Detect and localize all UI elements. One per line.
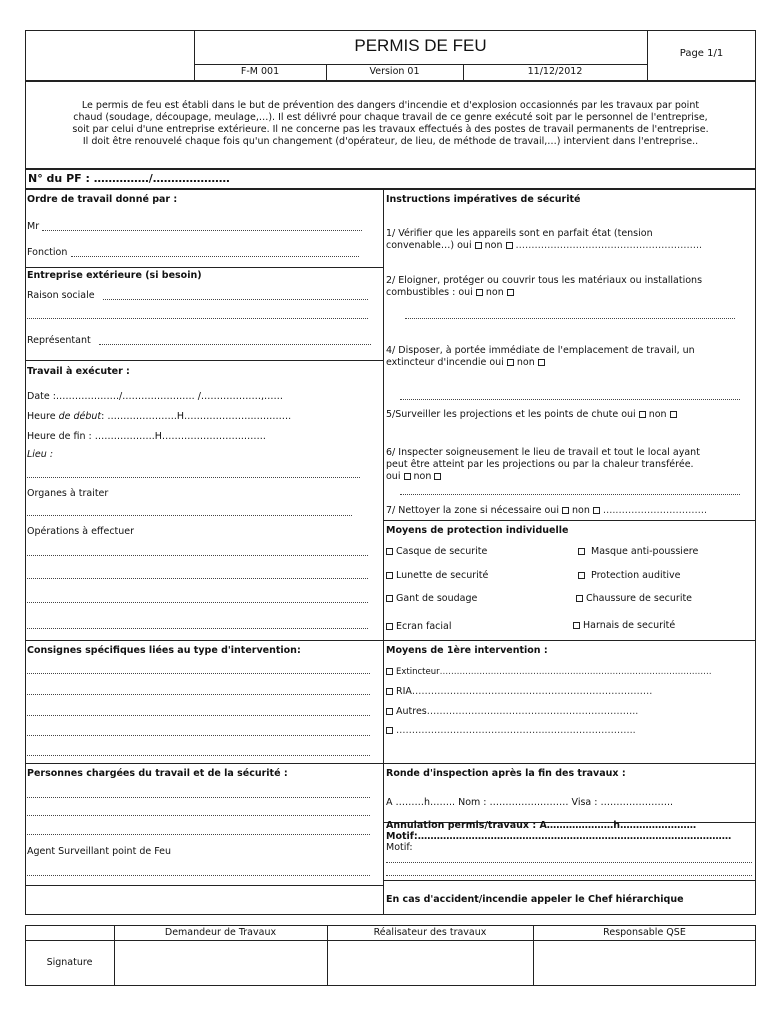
agent-label: Agent Surveillant point de Feu bbox=[27, 846, 172, 857]
instruction-6b: peut être atteint par les projections ou par la chaleur transférée. bbox=[386, 459, 694, 470]
intro-line-1: Le permis de feu est établi dans le but de prévention des dangers d'incendie et d'explosion occasionnés par les travaux par point bbox=[81, 100, 700, 111]
lieu-field[interactable] bbox=[27, 477, 360, 478]
checkbox-1-non[interactable] bbox=[506, 242, 513, 249]
epi-gant[interactable]: Gant de soudage bbox=[386, 593, 477, 605]
instruction-2a: 2/ Eloigner, protéger ou couvrir tous les matériaux ou installations bbox=[386, 275, 703, 286]
operations-label: Opérations à effectuer bbox=[27, 526, 135, 537]
epi-casque[interactable]: Casque de securite bbox=[386, 546, 487, 558]
motif-line-1[interactable]: Motif:……………………………………………………………………………………… bbox=[386, 831, 732, 842]
ordre-title: Ordre de travail donné par : bbox=[27, 194, 178, 205]
sig-row-label: Signature bbox=[46, 957, 93, 968]
pf-number[interactable]: N° du PF : ……………/………………… bbox=[28, 172, 230, 185]
moyen-extincteur[interactable]: Extincteur…………………………………………………………………………………… bbox=[386, 666, 712, 678]
personnes-title: Personnes chargées du travail et de la sécurité : bbox=[27, 768, 288, 779]
representant-field[interactable] bbox=[99, 344, 371, 345]
operations-field-1[interactable] bbox=[27, 555, 368, 556]
fonction-label: Fonction bbox=[27, 247, 68, 258]
form-version: Version 01 bbox=[369, 66, 420, 77]
sig-cell-qse[interactable] bbox=[534, 941, 755, 985]
agent-field[interactable] bbox=[27, 875, 370, 876]
instruction-2-field[interactable] bbox=[405, 318, 735, 319]
sig-cell-demandeur[interactable] bbox=[115, 941, 326, 985]
ronde-title: Ronde d'inspection après la fin des travaux : bbox=[386, 768, 626, 779]
checkbox-5-oui[interactable] bbox=[639, 411, 646, 418]
consignes-title: Consignes spécifiques liées au type d'intervention: bbox=[27, 645, 301, 656]
organes-field[interactable] bbox=[27, 515, 352, 516]
checkbox-4-non[interactable] bbox=[538, 359, 545, 366]
form-date: 11/12/2012 bbox=[527, 66, 583, 77]
page-number: Page 1/1 bbox=[679, 48, 724, 59]
consignes-field-3[interactable] bbox=[27, 715, 370, 716]
instruction-5: 5/Surveiller les projections et les points de chute oui non bbox=[386, 409, 680, 421]
instruction-6a: 6/ Inspecter soigneusement le lieu de travail et tout le local ayant bbox=[386, 447, 700, 458]
fonction-field[interactable] bbox=[71, 256, 359, 257]
travail-title: Travail à exécuter : bbox=[27, 366, 130, 377]
checkbox-1-oui[interactable] bbox=[475, 242, 482, 249]
organes-label: Organes à traiter bbox=[27, 488, 109, 499]
instruction-1b: convenable…) oui non ………………………………………………….. bbox=[386, 240, 703, 251]
checkbox-2-non[interactable] bbox=[507, 289, 514, 296]
motif-field-1[interactable] bbox=[386, 862, 752, 863]
epi-chaussure[interactable]: Chaussure de securite bbox=[576, 593, 692, 605]
checkbox-7-oui[interactable] bbox=[562, 507, 569, 514]
moyen-autres[interactable]: Autres…………………..…………………………………….. bbox=[386, 706, 638, 718]
moyens-title: Moyens de 1ère intervention : bbox=[386, 645, 548, 656]
personnes-field-3[interactable] bbox=[27, 834, 370, 835]
moyen-ria[interactable]: RIA…………………………….…………………………………… bbox=[386, 686, 652, 698]
checkbox-6-oui[interactable] bbox=[404, 473, 411, 480]
personnes-field-1[interactable] bbox=[27, 797, 370, 798]
mr-label: Mr bbox=[27, 221, 40, 232]
ronde-line[interactable]: A ………h…….. Nom : …………….……… Visa : ………………….. bbox=[386, 797, 674, 808]
epi-masque[interactable]: Masque anti-poussiere bbox=[578, 546, 698, 558]
raison-field[interactable] bbox=[103, 299, 368, 300]
instruction-4a: 4/ Disposer, à portée immédiate de l'emplacement de travail, un bbox=[386, 345, 695, 356]
heure-fin-line[interactable]: Heure de fin : ……………….H……………………..……. bbox=[27, 431, 266, 442]
instruction-1a: 1/ Vérifier que les appareils sont en parfait état (tension bbox=[386, 228, 653, 239]
page-title: PERMIS DE FEU bbox=[354, 36, 487, 55]
intro-line-2: chaud (soudage, découpage, meulage,…). Il est délivré pour chaque travail de ce genre exécuté soit par le personnel de l'entreprise, bbox=[73, 112, 708, 123]
intro-line-3: soit par celui d'une entreprise extérieure. Il ne concerne pas les travaux effectués à des postes de travail permanents de l'entreprise. bbox=[72, 124, 709, 135]
heure-debut-line[interactable]: Heure de début: ………………….H…………………..….……. bbox=[27, 411, 292, 422]
form-code: F-M 001 bbox=[240, 66, 280, 77]
accident-notice: En cas d'accident/incendie appeler le Chef hiérarchique bbox=[386, 894, 684, 905]
operations-field-2[interactable] bbox=[27, 578, 368, 579]
moyen-autre-ligne[interactable]: …………………………….…………..……..……………….. bbox=[386, 725, 636, 737]
consignes-field-4[interactable] bbox=[27, 735, 370, 736]
epi-ecran[interactable]: Ecran facial bbox=[386, 621, 451, 633]
lieu-label: Lieu : bbox=[27, 449, 54, 460]
checkbox-2-oui[interactable] bbox=[476, 289, 483, 296]
sig-col-demandeur: Demandeur de Travaux bbox=[164, 927, 277, 938]
instruction-4-field[interactable] bbox=[400, 399, 740, 400]
checkbox-6-non[interactable] bbox=[434, 473, 441, 480]
sig-col-qse: Responsable QSE bbox=[603, 927, 686, 938]
operations-field-4[interactable] bbox=[27, 628, 368, 629]
checkbox-5-non[interactable] bbox=[670, 411, 677, 418]
instruction-6-field[interactable] bbox=[400, 494, 740, 495]
epi-title: Moyens de protection individuelle bbox=[386, 525, 569, 536]
entreprise-title: Entreprise extérieure (si besoin) bbox=[27, 270, 202, 281]
representant-label: Représentant bbox=[27, 335, 91, 346]
date-line[interactable]: Date :…………….…./……………….…. /…………….…,…… bbox=[27, 391, 283, 402]
operations-field-3[interactable] bbox=[27, 602, 368, 603]
instructions-title: Instructions impératives de sécurité bbox=[386, 194, 581, 205]
consignes-field-1[interactable] bbox=[27, 673, 370, 674]
instruction-2b: combustibles : oui non bbox=[386, 287, 517, 299]
checkbox-7-non[interactable] bbox=[593, 507, 600, 514]
epi-protection-auditive[interactable]: Protection auditive bbox=[578, 570, 680, 582]
checkbox-4-oui[interactable] bbox=[507, 359, 514, 366]
sig-col-realisateur: Réalisateur des travaux bbox=[373, 927, 487, 938]
instruction-7: 7/ Nettoyer la zone si nécessaire oui non …..………………………. bbox=[386, 505, 707, 516]
motif-field-2[interactable] bbox=[386, 875, 752, 876]
intro-line-4: Il doit être renouvelé chaque fois qu'un changement (d'opérateur, de lieu, de méthode de travail,…) intervient dans l'entreprise.. bbox=[82, 136, 699, 147]
raison-field-2[interactable] bbox=[27, 318, 368, 319]
instruction-4b: extincteur d'incendie oui non bbox=[386, 357, 548, 369]
instruction-6c: oui non bbox=[386, 471, 444, 483]
consignes-field-5[interactable] bbox=[27, 755, 370, 756]
annulation-line[interactable]: Annulation permis/travaux : A…………………h…………………… bbox=[386, 820, 697, 831]
mr-field[interactable] bbox=[42, 230, 362, 231]
sig-cell-realisateur[interactable] bbox=[328, 941, 532, 985]
motif-line-2: Motif: bbox=[386, 842, 413, 853]
personnes-field-2[interactable] bbox=[27, 815, 370, 816]
raison-label: Raison sociale bbox=[27, 290, 95, 301]
consignes-field-2[interactable] bbox=[27, 694, 370, 695]
epi-harnais[interactable]: Harnais de securité bbox=[573, 620, 675, 632]
epi-lunette[interactable]: Lunette de securité bbox=[386, 570, 488, 582]
